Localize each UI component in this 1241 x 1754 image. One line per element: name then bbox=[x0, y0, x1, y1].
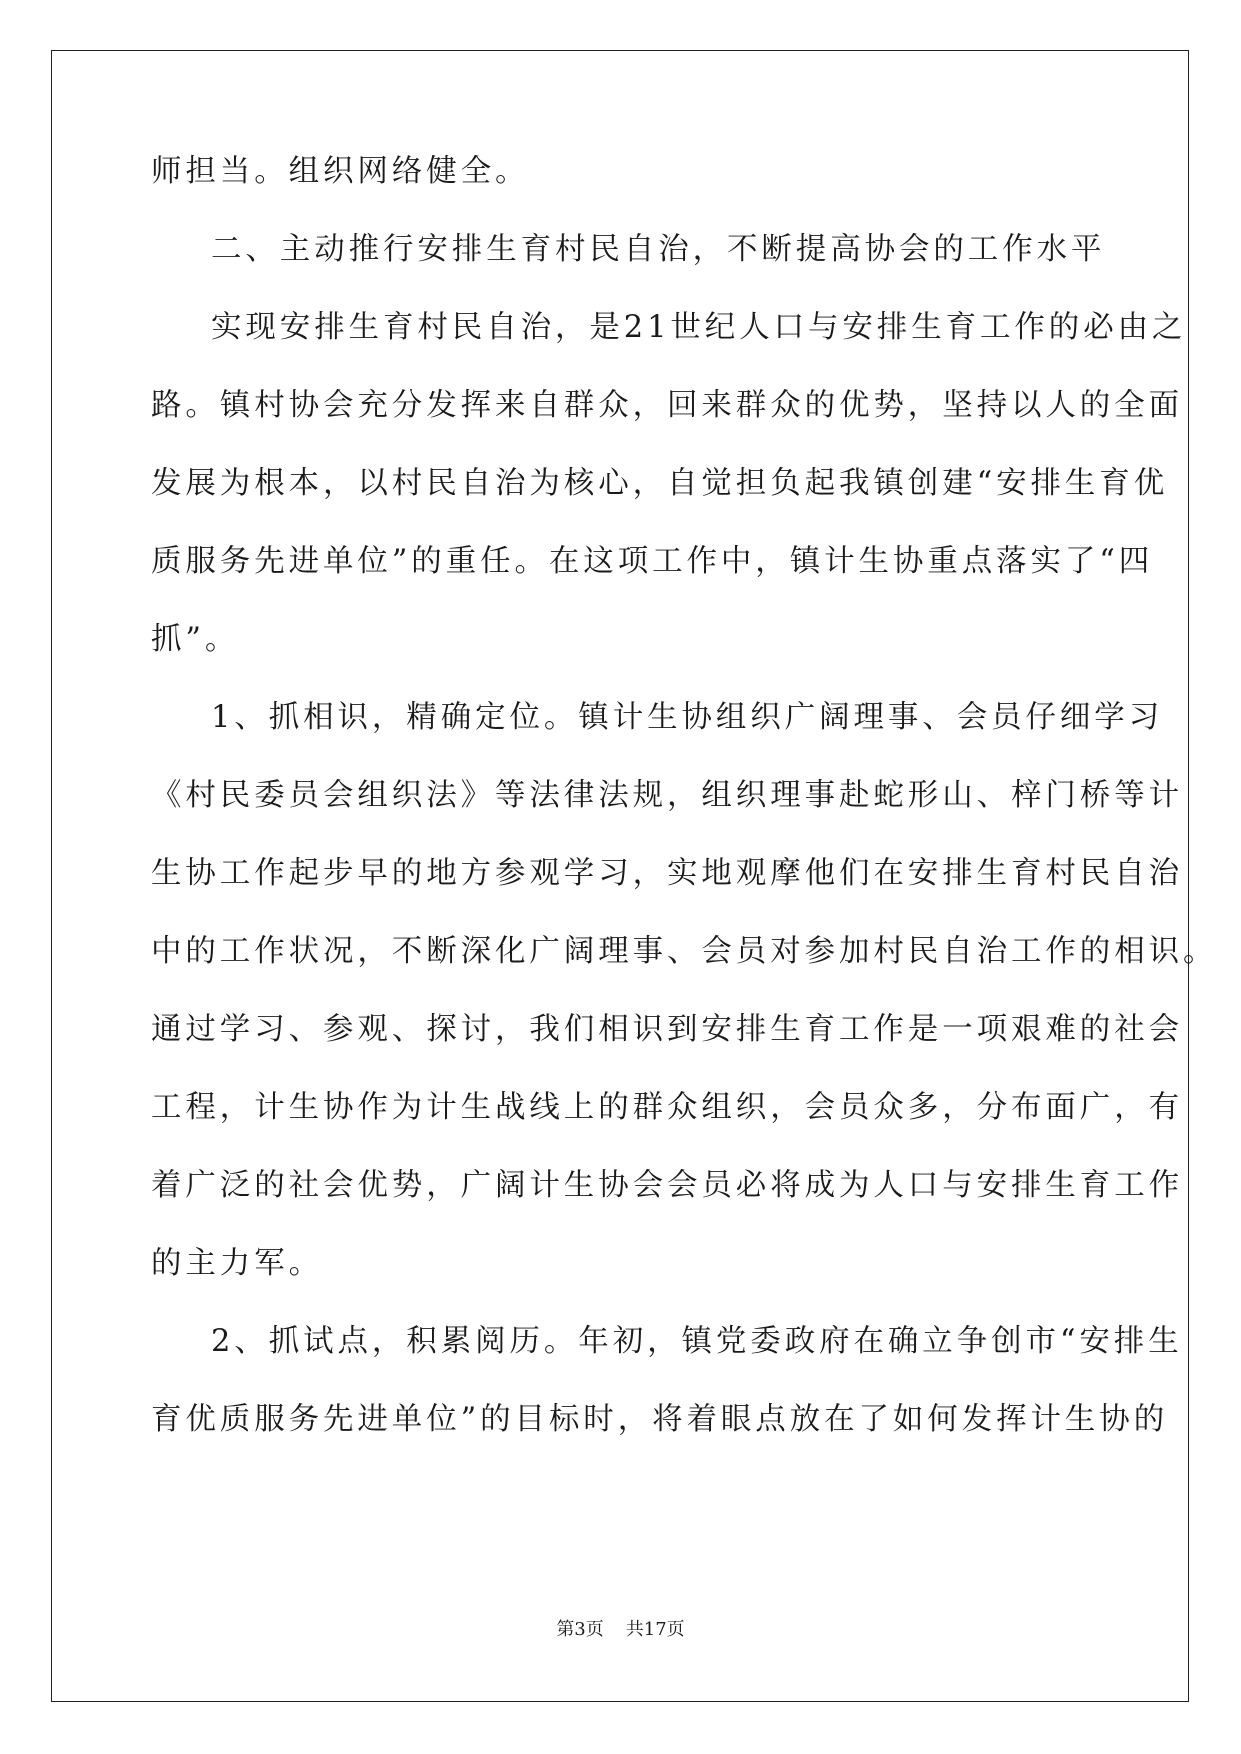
page-number: 第3页 bbox=[556, 1619, 604, 1640]
text-line: 质服务先进单位”的重任。在这项工作中，镇计生协重点落实了“四 bbox=[151, 544, 1154, 579]
text-line: 路。镇村协会充分发挥来自群众，回来群众的优势，坚持以人的全面 bbox=[151, 388, 1183, 423]
text-line: 生协工作起步早的地方参观学习，实地观摩他们在安排生育村民自治 bbox=[151, 856, 1183, 891]
text-line: 2、抓试点，积累阅历。年初，镇党委政府在确立争创市“安排生 bbox=[211, 1324, 1183, 1359]
text-line: 中的工作状况，不断深化广阔理事、会员对参加村民自治工作的相识。 bbox=[151, 934, 1218, 969]
section-heading: 二、主动推行安排生育村民自治，不断提高协会的工作水平 bbox=[211, 232, 1106, 267]
text-line: 抓”。 bbox=[151, 622, 240, 657]
text-line: 着广泛的社会优势，广阔计生协会会员必将成为人口与安排生育工作 bbox=[151, 1168, 1183, 1203]
text-line: 的主力军。 bbox=[151, 1246, 323, 1281]
page-footer bbox=[0, 1618, 1241, 1642]
text-line: 1、抓相识，精确定位。镇计生协组织广阔理事、会员仔细学习 bbox=[211, 700, 1164, 735]
text-line: 《村民委员会组织法》等法律法规，组织理事赴蛇形山、梓门桥等计 bbox=[151, 778, 1183, 813]
text-line: 育优质服务先进单位”的目标时，将着眼点放在了如何发挥计生协的 bbox=[151, 1402, 1169, 1437]
text-line: 工程，计生协作为计生战线上的群众组织，会员众多，分布面广，有 bbox=[151, 1090, 1183, 1125]
page-total: 共17页 bbox=[625, 1619, 685, 1640]
text-line: 通过学习、参观、探讨，我们相识到安排生育工作是一项艰难的社会 bbox=[151, 1012, 1183, 1047]
text-line: 发展为根本，以村民自治为核心，自觉担负起我镇创建“安排生育优 bbox=[151, 466, 1169, 501]
text-line: 实现安排生育村民自治，是21世纪人口与安排生育工作的必由之 bbox=[211, 310, 1187, 345]
text-line: 师担当。组织网络健全。 bbox=[151, 154, 530, 189]
